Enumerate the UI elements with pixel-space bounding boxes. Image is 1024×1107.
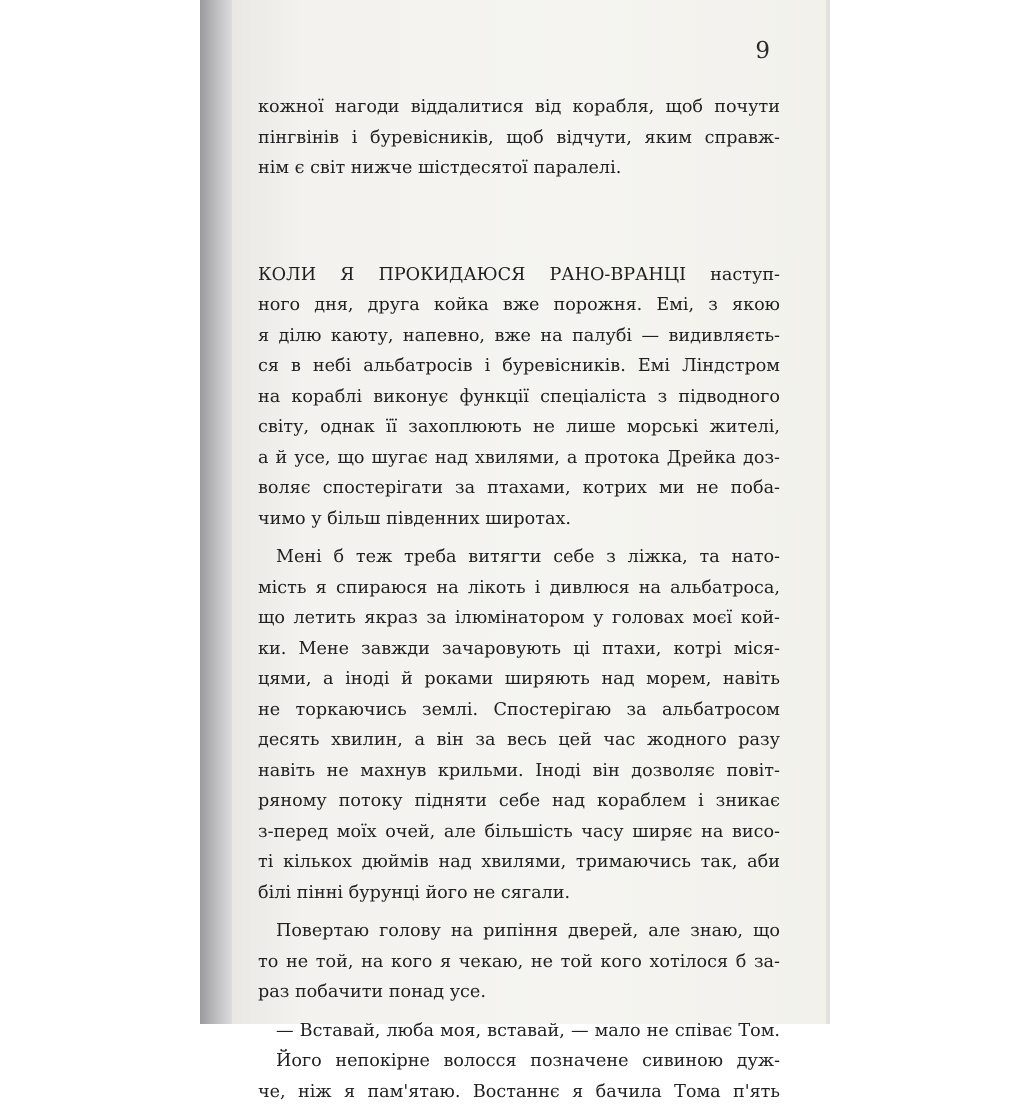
paragraph-break (258, 908, 780, 916)
text-line: десять хвилин, а він за весь цей час жодного разу (258, 725, 780, 756)
text-line: я ділю каюту, напевно, вже на палубі — видивляєть- (258, 321, 780, 352)
paragraph-break (258, 1008, 780, 1016)
text-line: ного дня, друга койка вже порожня. Емі, з якою (258, 290, 780, 321)
page-number: 9 (730, 38, 770, 64)
page-edge (826, 0, 830, 1024)
text-line: не торкаючись землі. Спостерігаю за альбатросом (258, 695, 780, 726)
text-line: на кораблі виконує функції спеціаліста з підводного (258, 382, 780, 413)
section-break (258, 184, 780, 260)
line-part-1: Мені б теж треба витягти себе з ліжка, та нато- (276, 547, 780, 567)
text-line: че, ніж я пам'ятаю. Востаннє я бачила Тома п'ять (258, 1077, 780, 1107)
text-line: ся в небі альбатросів і буревісників. Емі Ліндстром (258, 351, 780, 382)
text-line: то не той, на кого я чекаю, не той кого хотілося б за- (258, 947, 780, 978)
text-line: а й усе, що шугає над хвилями, а протока Дрейка доз- (258, 443, 780, 474)
paragraph-break (258, 534, 780, 542)
text-line: раз побачити понад усе. (258, 977, 780, 1008)
text-line: з-перед моїх очей, але більшість часу ширяє на висо- (258, 817, 780, 848)
section-opening-line: КОЛИ Я ПРОКИДАЮСЯ РАНО-ВРАНЦІ наступ- (258, 260, 780, 291)
dialogue-line: — Вставай, люба моя, вставай, — мало не співає Том. (258, 1016, 780, 1047)
text-line: ряному потоку підняти себе над кораблем і зникає (258, 786, 780, 817)
text-line: цями, а іноді й роками ширяють над морем, навіть (258, 664, 780, 695)
text-line: нім є світ нижче шістдесятої паралелі. (258, 153, 780, 184)
text-line: навіть не махнув крильми. Іноді він дозволяє повіт- (258, 756, 780, 787)
text-line: Повертаю голову на рипіння дверей, але знаю, що (258, 916, 780, 947)
line-part-2: мість я спираюся на лікоть і дивлюся на альбатроса, (258, 578, 780, 598)
text-line (258, 573, 780, 604)
text-line: чимо у більш південних широтах. (258, 504, 780, 535)
text-line: пінгвінів і буревісників, щоб відчути, яким справж- (258, 123, 780, 154)
text-line: що летить якраз за ілюмінатором у головах моєї кой- (258, 603, 780, 634)
text-line: білі пінні бурунці його не сягали. (258, 878, 780, 909)
text-line: Його непокірне волосся позначене сивиною дуж- (258, 1046, 780, 1077)
text-line: ки. Мене завжди зачаровують ці птахи, котрі міся- (258, 634, 780, 665)
text-line (258, 542, 780, 573)
text-line: воляє спостерігати за птахами, котрих ми не поба- (258, 473, 780, 504)
text-line: кожної нагоди віддалитися від корабля, щоб почути (258, 92, 780, 123)
body-text (258, 92, 780, 1107)
text-line: ті кількох дюймів над хвилями, тримаючись так, аби (258, 847, 780, 878)
text-line: світу, однак її захоплюють не лише морські жителі, (258, 412, 780, 443)
